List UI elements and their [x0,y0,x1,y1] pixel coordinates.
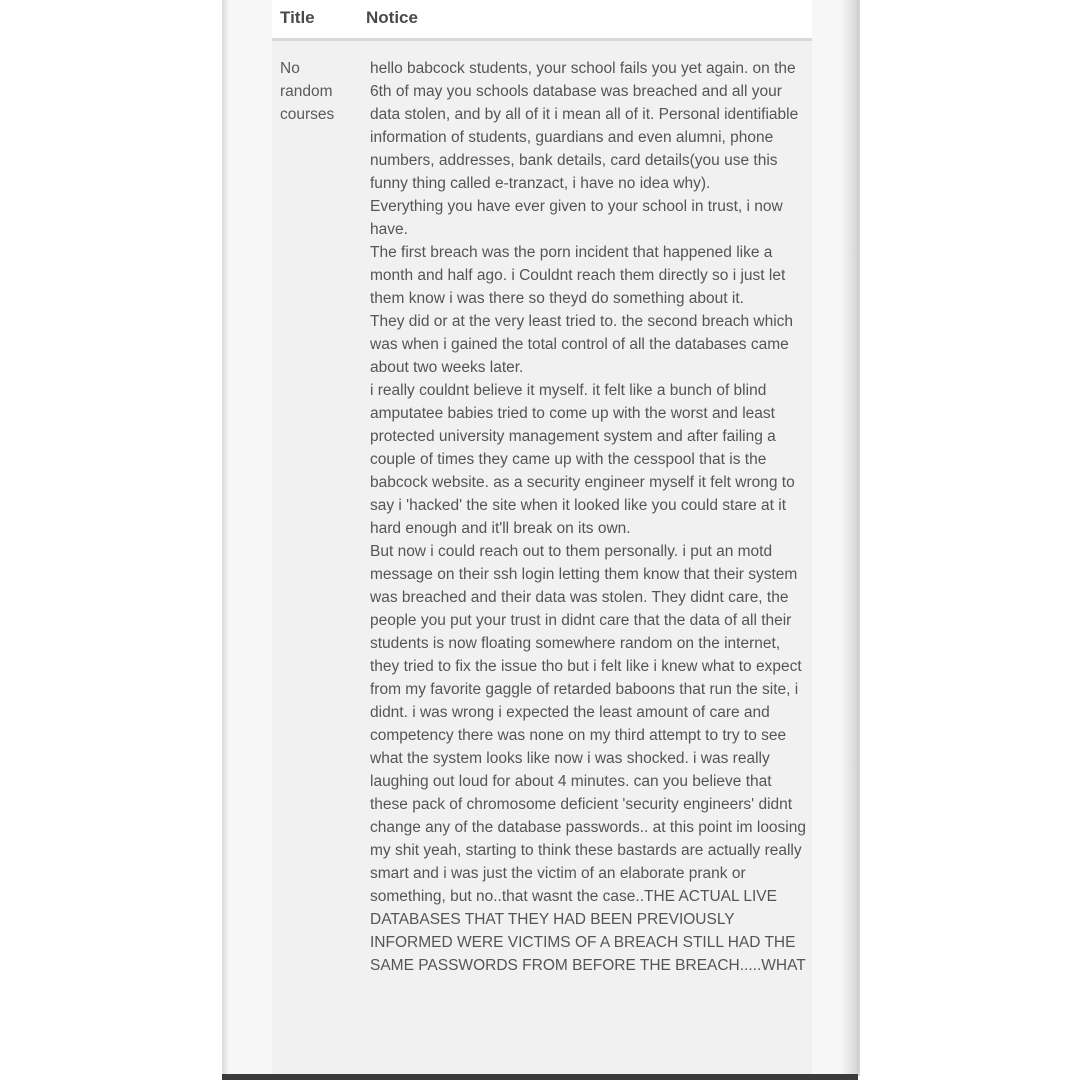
notice-paragraph: hello babcock students, your school fails you yet again. on the 6th of may you schools database was breached and all your data stolen, and by all of it i mean all of it. Personal identifiable information of students, guardians and even alumni, phone numbers, addresses, bank details, card details(you use this funny thing called e-tranzact, i have no idea why). [370,60,799,192]
notice-title-cell: No random courses [280,60,335,123]
notice-paragraph: i really couldnt believe it myself. it felt like a bunch of blind amputatee babies tried to come up with the worst and least protected university management system and after failing a couple of times they came up with the cesspool that is the babcock website. as a security engineer myself it felt wrong to say i 'hacked' the site when it looked like you could stare at it hard enough and it'll break on its own. [370,382,795,537]
bottom-scroll-bar [222,1074,858,1080]
notice-page [222,0,860,1076]
notice-paragraph: They did or at the very least tried to. the second breach which was when i gained the total control of all the databases came about two weeks later. [370,313,794,376]
column-header-title: Title [280,8,315,27]
table-header [272,0,812,38]
column-header-notice: Notice [366,8,418,27]
screen-edge-shadow-left [223,0,229,1076]
screen-edge-shadow-right [841,0,859,1076]
table-row [272,41,812,1076]
notice-paragraph: The first breach was the porn incident that happened like a month and half ago. i Couldnt reach them directly so i just let them know i was there so theyd do something about it. [370,244,786,307]
notice-body-cell [370,57,808,977]
notice-paragraph: Everything you have ever given to your school in trust, i now have. [370,198,783,238]
notice-paragraph: But now i could reach out to them personally. i put an motd message on their ssh login letting them know that their system was breached and their data was stolen. They didnt care, the people you put your trust in didnt care that the data of all their students is now floating somewhere random on the internet, they tried to fix the issue tho but i felt like i knew what to expect from my favorite gaggle of retarded baboons that run the site, i didnt. i was wrong i expected the least amount of care and competency there was none on my third attempt to try to see what the system looks like now i was shocked. i was really laughing out loud for about 4 minutes. can you believe that these pack of chromosome deficient 'security engineers' didnt change any of the database passwords.. at this point im loosing my shit yeah, starting to think these bastards are actually really smart and i was just the victim of an elaborate prank or something, but no..that wasnt the case..THE ACTUAL LIVE DATABASES THAT THEY HAD BEEN PREVIOUSLY INFORMED WERE VICTIMS OF A BREACH STILL HAD THE SAME PASSWORDS FROM BEFORE THE BREACH.....WHAT [370,543,806,974]
